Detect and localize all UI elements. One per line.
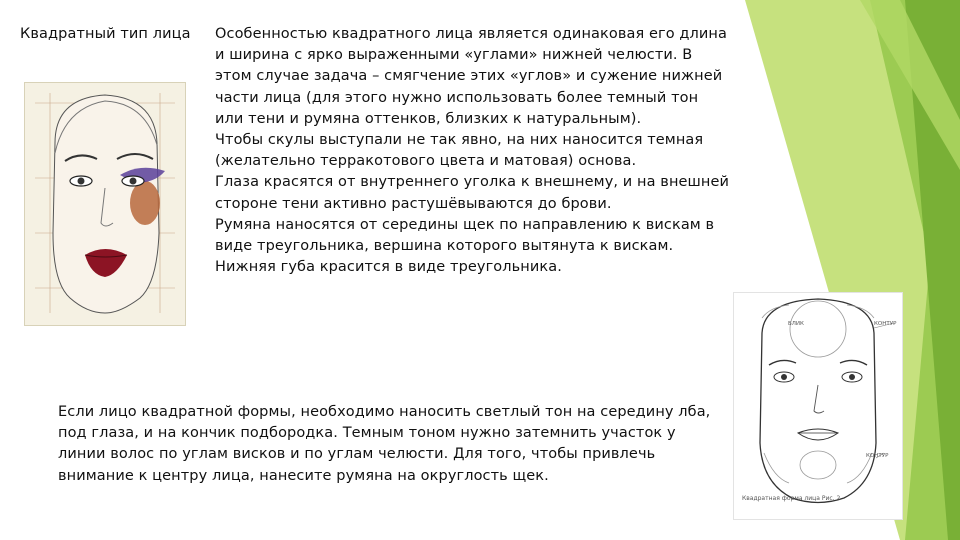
face-outline-square (760, 299, 876, 503)
bottom-paragraph: Если лицо квадратной формы, необходимо наносить светлый тон на середину лба, под глаза, и на кончик подбородка. Темным тоном нужно затемнить участок у линии волос по углам висков и по углам челюсти. Для того, чтобы привлечь внимание к центру лица, нанесите румяна на округлость щек. (58, 404, 711, 484)
brow-r (840, 360, 867, 365)
paragraph-blush: Румяна наносятся от середины щек по направлению к вискам в виде треугольника, вершина которого вытянута к вискам. (215, 216, 715, 255)
label-contour-bottom: КОНТУР (866, 453, 889, 459)
label-highlight: БЛИК (788, 321, 804, 327)
diagram-caption: Квадратная форма лица Рис. 2 (742, 495, 841, 502)
forehead-highlight (790, 301, 846, 357)
paragraph-lips: Нижняя губа красится в виде треугольника. (215, 259, 562, 276)
nose-r (814, 385, 824, 413)
label-contour-top: КОНТУР (874, 321, 897, 327)
paragraph-eyes: Глаза красятся от внутреннего уголка к внешнему, и на внешней стороне тени активно растушёвываются до брови. (215, 174, 730, 212)
face-diagram-right (733, 292, 903, 520)
paragraph-cheekbones: Чтобы скулы выступали не так явно, на них наносится темная (желательно терракотового цвета и матовая) основа. (215, 132, 704, 170)
brow-l (769, 360, 796, 365)
blush-patch (130, 181, 160, 225)
main-text-block (215, 24, 730, 278)
page-heading: Квадратный тип лица (20, 26, 191, 42)
paragraph-intro: Особенностью квадратного лица является одинаковая его длина и ширина с ярко выраженными «углами» нижней челюсти. В этом случае задача – смягчение этих «углов» и сужение нижней части лица (для этого нужно использовать более темный тон или тени и румяна оттенков, близких к натуральным). (215, 26, 727, 127)
face-illustration-left (24, 82, 186, 326)
mouth (798, 429, 838, 440)
